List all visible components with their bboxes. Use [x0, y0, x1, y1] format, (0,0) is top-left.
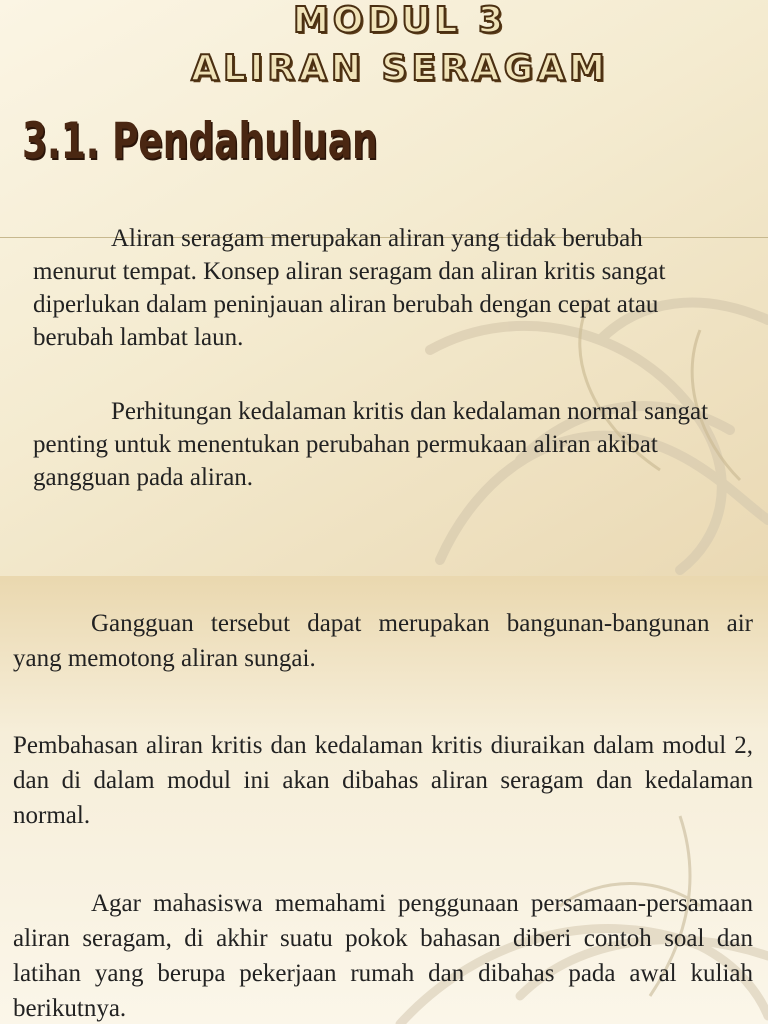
paragraph: Pembahasan aliran kritis dan kedalaman kritis diuraikan dalam modul 2, dan di dalam modul ini akan dibahas aliran seragam dan kedalaman normal.	[13, 732, 753, 829]
slide-2	[0, 576, 768, 1024]
paragraph: Aliran seragam merupakan aliran yang tidak berubah menurut tempat. Konsep aliran seragam dan aliran kritis sangat diperlukan dalam peninjauan aliran berubah dengan cepat atau berubah lambat laun.	[33, 225, 666, 351]
paragraph: Perhitungan kedalaman kritis dan kedalaman normal sangat penting untuk menentukan perubahan permukaan aliran akibat gangguan pada aliran.	[33, 398, 709, 491]
paragraph: Gangguan tersebut dapat merupakan bangunan-bangunan air yang memotong aliran sungai.	[13, 610, 753, 672]
paragraph: Agar mahasiswa memahami penggunaan persamaan-persamaan aliran seragam, di akhir suatu pokok bahasan diberi contoh soal dan latihan yang berupa pekerjaan rumah dan dibahas pada awal kuliah berikutnya.	[13, 890, 753, 1022]
module-title: MODUL 3	[292, 0, 508, 41]
module-subtitle: ALIRAN SERAGAM	[191, 48, 609, 89]
section-heading: 3.1. Pendahuluan	[22, 112, 378, 170]
